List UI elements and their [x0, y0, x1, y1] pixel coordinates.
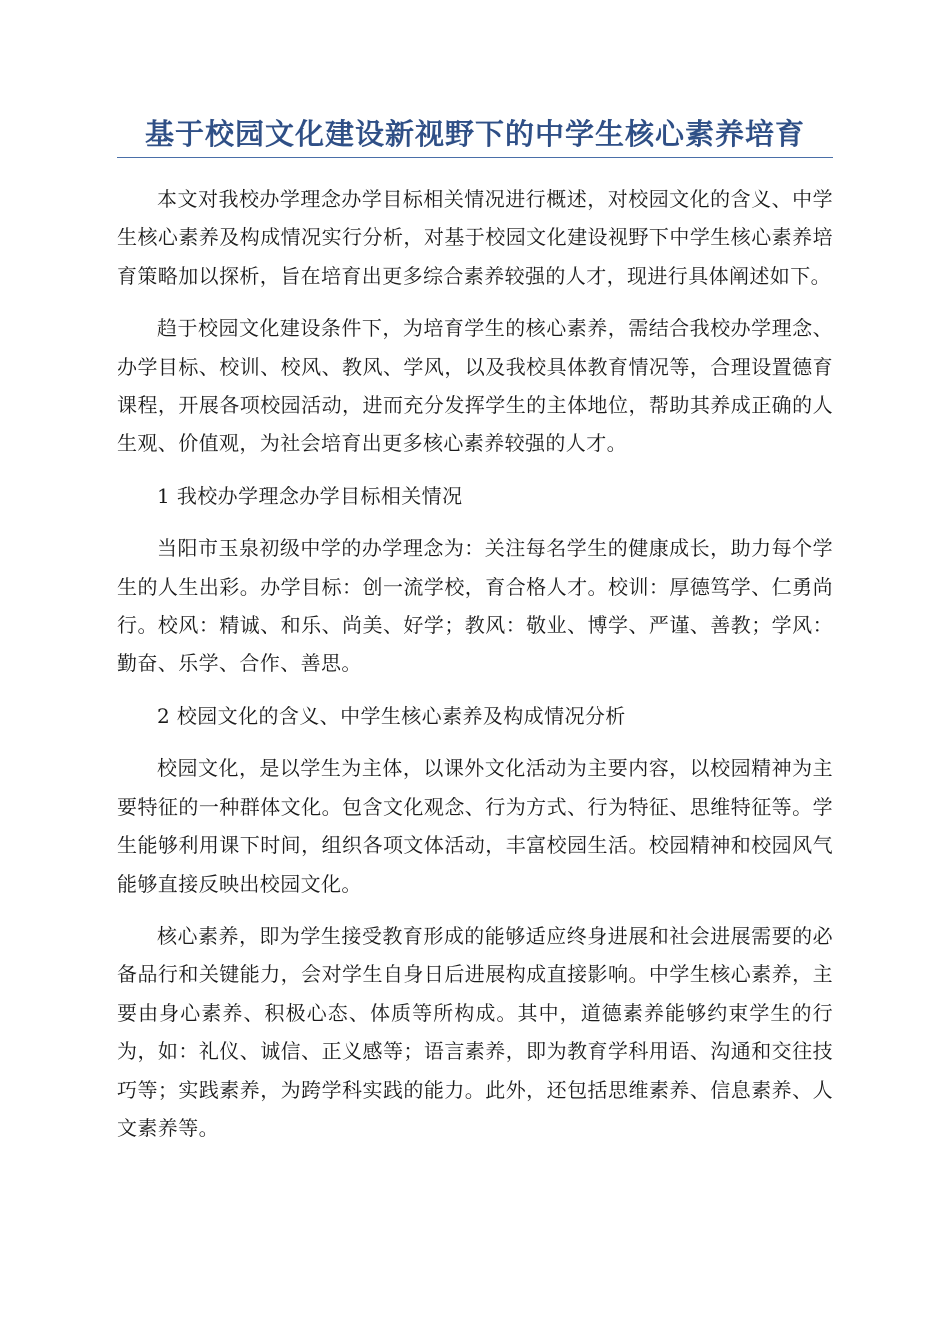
document-page — [117, 112, 833, 1161]
paragraph-campus-culture: 校园文化，是以学生为主体，以课外文化活动为主要内容，以校园精神为主要特征的一种群体文化。包含文化观念、行为方式、行为特征、思维特征等。学生能够利用课下时间，组织各项文体活动，丰富校园生活。校园精神和校园风气能够直接反映出校园文化。 — [117, 756, 833, 896]
paragraph-overview: 趋于校园文化建设条件下，为培育学生的核心素养，需结合我校办学理念、办学目标、校训、校风、教风、学风，以及我校具体教育情况等，合理设置德育课程，开展各项校园活动，进而充分发挥学生的主体地位，帮助其养成正确的人生观、价值观，为社会培育出更多核心素养较强的人才。 — [117, 316, 833, 456]
paragraph-core-literacy: 核心素养，即为学生接受教育形成的能够适应终身进展和社会进展需要的必备品行和关键能力，会对学生自身日后进展构成直接影响。中学生核心素养，主要由身心素养、积极心态、体质等所构成。其中，道德素养能够约束学生的行为，如：礼仪、诚信、正义感等；语言素养，即为教育学科用语、沟通和交往技巧等；实践素养，为跨学科实践的能力。此外，还包括思维素养、信息素养、人文素养等。 — [117, 923, 833, 1140]
paragraph-school-philosophy: 当阳市玉泉初级中学的办学理念为：关注每名学生的健康成长，助力每个学生的人生出彩。办学目标：创一流学校，育合格人才。校训：厚德笃学、仁勇尚行。校风：精诚、和乐、尚美、好学；教风：敬业、博学、严谨、善教；学风：勤奋、乐学、合作、善思。 — [117, 536, 833, 676]
section-heading-2: 2 校园文化的含义、中学生核心素养及构成情况分析 — [157, 703, 626, 728]
section-heading-1: 1 我校办学理念办学目标相关情况 — [157, 483, 463, 508]
paragraph-intro: 本文对我校办学理念办学目标相关情况进行概述，对校园文化的含义、中学生核心素养及构成情况实行分析，对基于校园文化建设视野下中学生核心素养培育策略加以探析，旨在培育出更多综合素养较强的人才，现进行具体阐述如下。 — [117, 187, 833, 288]
document-body — [117, 180, 833, 1147]
document-title: 基于校园文化建设新视野下的中学生核心素养培育 — [117, 112, 833, 158]
